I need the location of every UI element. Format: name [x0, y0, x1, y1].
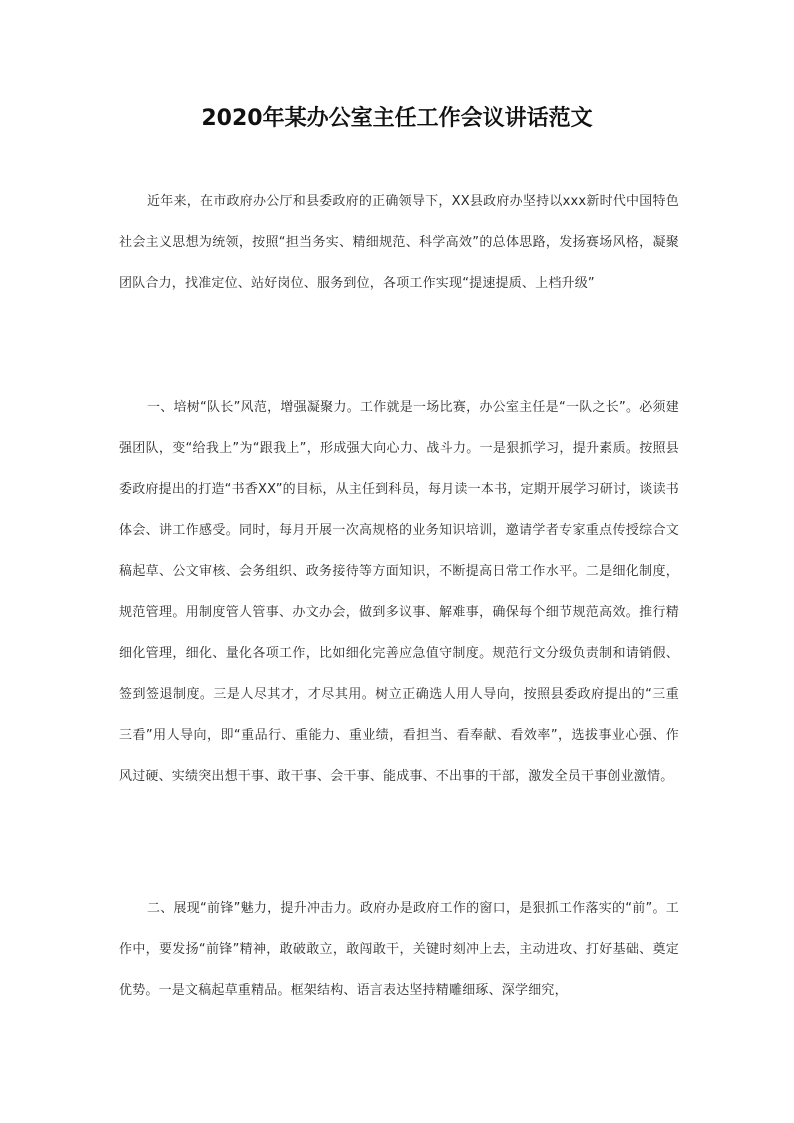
paragraph-intro: 近年来，在市政府办公厅和县委政府的正确领导下，XX县政府办坚持以xxx新时代中国特色社会主义思想为统领，按照“担当务实、精细规范、科学高效”的总体思路，发扬赛场风格，凝聚团队合力，找准定位、站好岗位、服务到位，各项工作实现“提速提质、上档升级”: [119, 194, 679, 291]
paragraph-section-two: 二、展现“前锋”魅力，提升冲击力。政府办是政府工作的窗口，是狠抓工作落实的“前”。工作中，要发扬“前锋”精神，敢破敢立，敢闯敢干，关键时刻冲上去，主动进攻、打好基础、奠定优势。一是文稿起草重精品。框架结构、语言表达坚持精雕细琢、深学细究，: [119, 901, 679, 998]
paragraph-section-one: 一、培树“队长”风范，增强凝聚力。工作就是一场比赛，办公室主任是“一队之长”。必须建强团队，变“给我上”为“跟我上”，形成强大向心力、战斗力。一是狠抓学习，提升素质。按照县委政府提出的打造“书香XX”的目标，从主任到科员，每月读一本书，定期开展学习研讨，谈读书体会、讲工作感受。同时，每月开展一次高规格的业务知识培训，邀请学者专家重点传授综合文稿起草、公文审核、会务组织、政务接待等方面知识，不断提高日常工作水平。二是细化制度，规范管理。用制度管人管事、办文办会，做到多议事、解难事，确保每个细节规范高效。推行精细化管理，细化、量化各项工作，比如细化完善应急值守制度。规范行文分级负责制和请销假、签到签退制度。三是人尽其才，才尽其用。树立正确选人用人导向，按照县委政府提出的“三重三看”用人导向，即“重品行、重能力、重业绩，看担当、看奉献、看效率”，选拔事业心强、作风过硬、实绩突出想干事、敢干事、会干事、能成事、不出事的干部，激发全员干事创业激情。: [119, 400, 679, 784]
document-title: 2020年某办公室主任工作会议讲话范文: [201, 106, 593, 131]
